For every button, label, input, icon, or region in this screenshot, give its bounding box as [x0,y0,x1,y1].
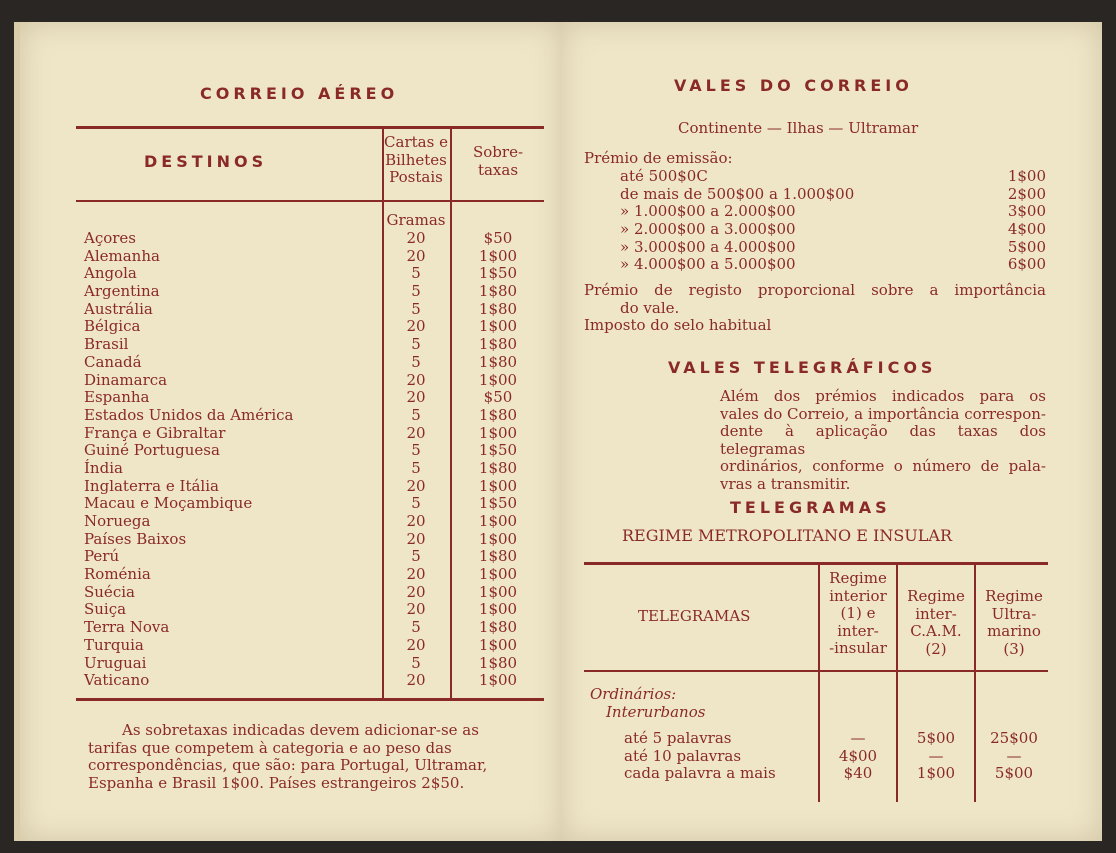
right-page [560,22,1102,841]
weight-grams: 20 [406,370,426,389]
telegraficos-line4: ordinários, conforme o número de pala- [720,457,1046,476]
surcharge-value: 1$50 [478,441,518,460]
taxes-list [452,230,544,690]
weight-grams: 20 [406,246,426,265]
destination-name: Terra Nova [84,618,170,637]
surcharge-value: 1$00 [478,512,518,530]
premio-range: até 500$0C [620,167,708,185]
weight-grams: 20 [406,423,426,442]
destination-name: Macau e Moçambique [84,494,253,513]
footnote [88,722,548,792]
weight-grams: 5 [411,547,421,566]
surcharge-value: 1$80 [478,299,518,318]
premio-range: » 4.000$00 a 5.000$00 [620,255,796,274]
weight-grams: 5 [411,405,421,424]
imposto-text: Imposto do selo habitual [584,316,772,335]
regime-cam-value: — [928,746,944,765]
table-bottom-rule [76,698,544,701]
table-top-rule [76,126,544,129]
regime-interior-header [820,570,896,658]
cartas-header-line2: Bilhetes [385,150,447,169]
destination-name: Açores [84,229,137,247]
destination-name: Dinamarca [84,370,168,389]
premio-value: 3$00 [1007,202,1046,221]
surcharge-value: 1$80 [478,618,518,637]
left-page [14,22,562,841]
premio-range: » 2.000$00 a 3.000$00 [620,220,796,239]
grams-list [382,230,450,690]
col2-line2: inter- [915,604,957,623]
destination-name: Austrália [84,299,153,318]
weight-grams: 20 [406,600,426,619]
premio-range: » 3.000$00 a 4.000$00 [620,237,796,256]
premio-value: 4$00 [1007,220,1046,239]
surcharge-value: 1$80 [478,547,518,566]
regime-ultramarino-value: — [1006,746,1022,765]
destination-name: Uruguai [84,653,147,672]
registo-line2: do vale. [620,298,680,317]
telegraficos-line5: vras a transmitir. [720,474,851,493]
destination-name: Suiça [84,600,127,619]
telegramas-col-header: TELEGRAMAS [638,607,751,625]
sobretaxas-header-line1: Sobre- [472,143,524,161]
weight-grams: 20 [406,635,426,654]
weight-grams: 20 [406,671,426,690]
premio-label: Prémio de emissão: [584,149,733,167]
regime-interior-values [820,730,896,783]
weight-grams: 20 [406,512,426,530]
surcharge-value: 1$50 [478,494,518,513]
destination-name: Brasil [84,335,129,354]
destination-name: Inglaterra e Itália [84,476,219,495]
regime-ultramarino-values [976,730,1052,783]
telegramas-row-labels [624,730,816,783]
telegrama-row-label: até 10 palavras [624,746,742,765]
surcharge-value: 1$00 [478,565,518,584]
surcharge-value: $50 [483,229,513,247]
cartas-header [382,134,450,187]
weight-grams: 20 [406,565,426,584]
col3-line1: Regime [985,587,1043,605]
vales-subtitle: Continente — Ilhas — Ultramar [678,119,919,137]
telegraficos-line1: Além dos prémios indicados para os [720,387,1046,405]
weight-grams: 5 [411,494,421,513]
premio-ranges [620,168,980,274]
registo-text [584,282,1046,335]
surcharge-value: 1$80 [478,352,518,371]
telegraficos-line3: dente à aplicação das taxas dos telegramas [720,422,1046,458]
weight-grams: 20 [406,476,426,495]
surcharge-value: 1$50 [478,264,518,283]
weight-grams: 5 [411,335,421,354]
gramas-label: Gramas [386,211,446,229]
col2-line3: C.A.M. [910,622,962,641]
destinations-list [84,230,380,690]
weight-grams: 5 [411,352,421,371]
premio-value: 1$00 [1007,167,1046,185]
weight-grams: 20 [406,388,426,407]
weight-grams: 20 [406,229,426,247]
destination-name: Argentina [84,282,160,301]
col2-line1: Regime [907,587,965,605]
footnote-line4: Espanha e Brasil 1$00. Países estrangeiros 2$50. [88,773,465,792]
premio-range: » 1.000$00 a 2.000$00 [620,202,796,221]
cartas-header-line1: Cartas e [384,133,448,151]
surcharge-value: 1$00 [478,317,518,336]
telegrama-row-label: cada palavra a mais [624,764,776,783]
telegramas-header-rule [584,670,1048,672]
surcharge-value: 1$00 [478,370,518,389]
footnote-line2: tarifas que competem à categoria e ao peso das [88,738,452,757]
vales-telegraficos-title: VALES TELEGRÁFICOS [668,358,937,377]
regime-title: REGIME METROPOLITANO E INSULAR [622,526,953,545]
destination-name: Angola [84,264,137,283]
surcharge-value: 1$00 [478,423,518,442]
vales-correio-title: VALES DO CORREIO [674,76,913,95]
footnote-line1: As sobretaxas indicadas devem adicionar-se as [122,721,479,739]
weight-grams: 20 [406,317,426,336]
premio-values [960,168,1046,274]
weight-grams: 5 [411,458,421,477]
ordinarios-label: Ordinários: [590,685,677,703]
telegraficos-line2: vales do Correio, a importância correspon- [720,404,1046,423]
destination-name: Canadá [84,352,142,371]
telegramas-top-rule [584,562,1048,565]
col1-line2: interior [829,586,887,605]
destination-name: Turquia [84,635,144,654]
surcharge-value: 1$80 [478,405,518,424]
surcharge-value: 1$00 [478,582,518,601]
regime-cam-header [898,588,974,658]
weight-grams: 5 [411,618,421,637]
weight-grams: 5 [411,264,421,283]
destination-name: Vaticano [84,671,150,690]
regime-ultramarino-value: 25$00 [990,729,1038,747]
destination-name: Guiné Portuguesa [84,441,220,460]
premio-value: 6$00 [1007,255,1046,274]
col1-line4: inter- [837,621,879,640]
header-rule [76,200,544,202]
surcharge-value: 1$00 [478,600,518,619]
weight-grams: 5 [411,653,421,672]
surcharge-value: 1$00 [478,635,518,654]
cartas-header-line3: Postais [389,168,443,187]
col3-line2: Ultra- [991,604,1037,623]
telegrama-row-label: até 5 palavras [624,729,732,747]
surcharge-value: 1$80 [478,282,518,301]
weight-grams: 5 [411,282,421,301]
weight-grams: 20 [406,529,426,548]
destination-name: Roménia [84,565,151,584]
destination-name: Alemanha [84,246,160,265]
destination-name: Suécia [84,582,135,601]
destination-name: Bélgica [84,317,141,336]
surcharge-value: 1$00 [478,246,518,265]
regime-interior-value: $40 [843,764,873,783]
footnote-line3: correspondências, que são: para Portugal, Ultramar, [88,756,488,775]
premio-range: de mais de 500$00 a 1.000$00 [620,184,855,203]
regime-ultramarino-value: 5$00 [994,764,1034,783]
correio-aereo-title: CORREIO AÉREO [200,84,399,103]
surcharge-value: 1$00 [478,476,518,495]
surcharge-value: 1$00 [478,529,518,548]
col2-line4: (2) [925,639,947,658]
surcharge-value: 1$80 [478,335,518,354]
weight-grams: 5 [411,299,421,318]
destination-name: Estados Unidos da América [84,405,294,424]
sobretaxas-header-line2: taxas [477,160,519,179]
regime-interior-value: — [850,729,866,747]
surcharge-value: 1$80 [478,653,518,672]
destination-name: Países Baixos [84,529,187,548]
destination-name: França e Gibraltar [84,423,226,442]
weight-grams: 5 [411,441,421,460]
surcharge-value: 1$00 [478,671,518,690]
surcharge-value: $50 [483,388,513,407]
regime-cam-value: 5$00 [916,729,956,747]
regime-cam-value: 1$00 [916,764,956,783]
destination-name: Espanha [84,388,150,407]
regime-interior-value: 4$00 [838,746,878,765]
telegramas-title: TELEGRAMAS [730,498,891,517]
col3-line4: (3) [1003,639,1025,658]
destination-name: Noruega [84,512,151,530]
destinos-header: DESTINOS [144,152,268,171]
col3-line3: marino [987,622,1041,641]
sobretaxas-header [452,144,544,179]
col1-line3: (1) e [840,604,876,623]
destination-name: Perú [84,547,120,566]
surcharge-value: 1$80 [478,458,518,477]
premio-value: 2$00 [1007,184,1046,203]
premio-value: 5$00 [1007,237,1046,256]
registo-line1: Prémio de registo proporcional sobre a importância [584,281,1046,299]
destination-name: Índia [84,458,123,477]
regime-cam-values [898,730,974,783]
weight-grams: 20 [406,582,426,601]
col1-line5: -insular [829,639,887,658]
telegraficos-text [720,388,1046,494]
regime-ultramarino-header [976,588,1052,658]
col1-line1: Regime [829,569,887,587]
interurbanos-label: Interurbanos [606,703,706,721]
